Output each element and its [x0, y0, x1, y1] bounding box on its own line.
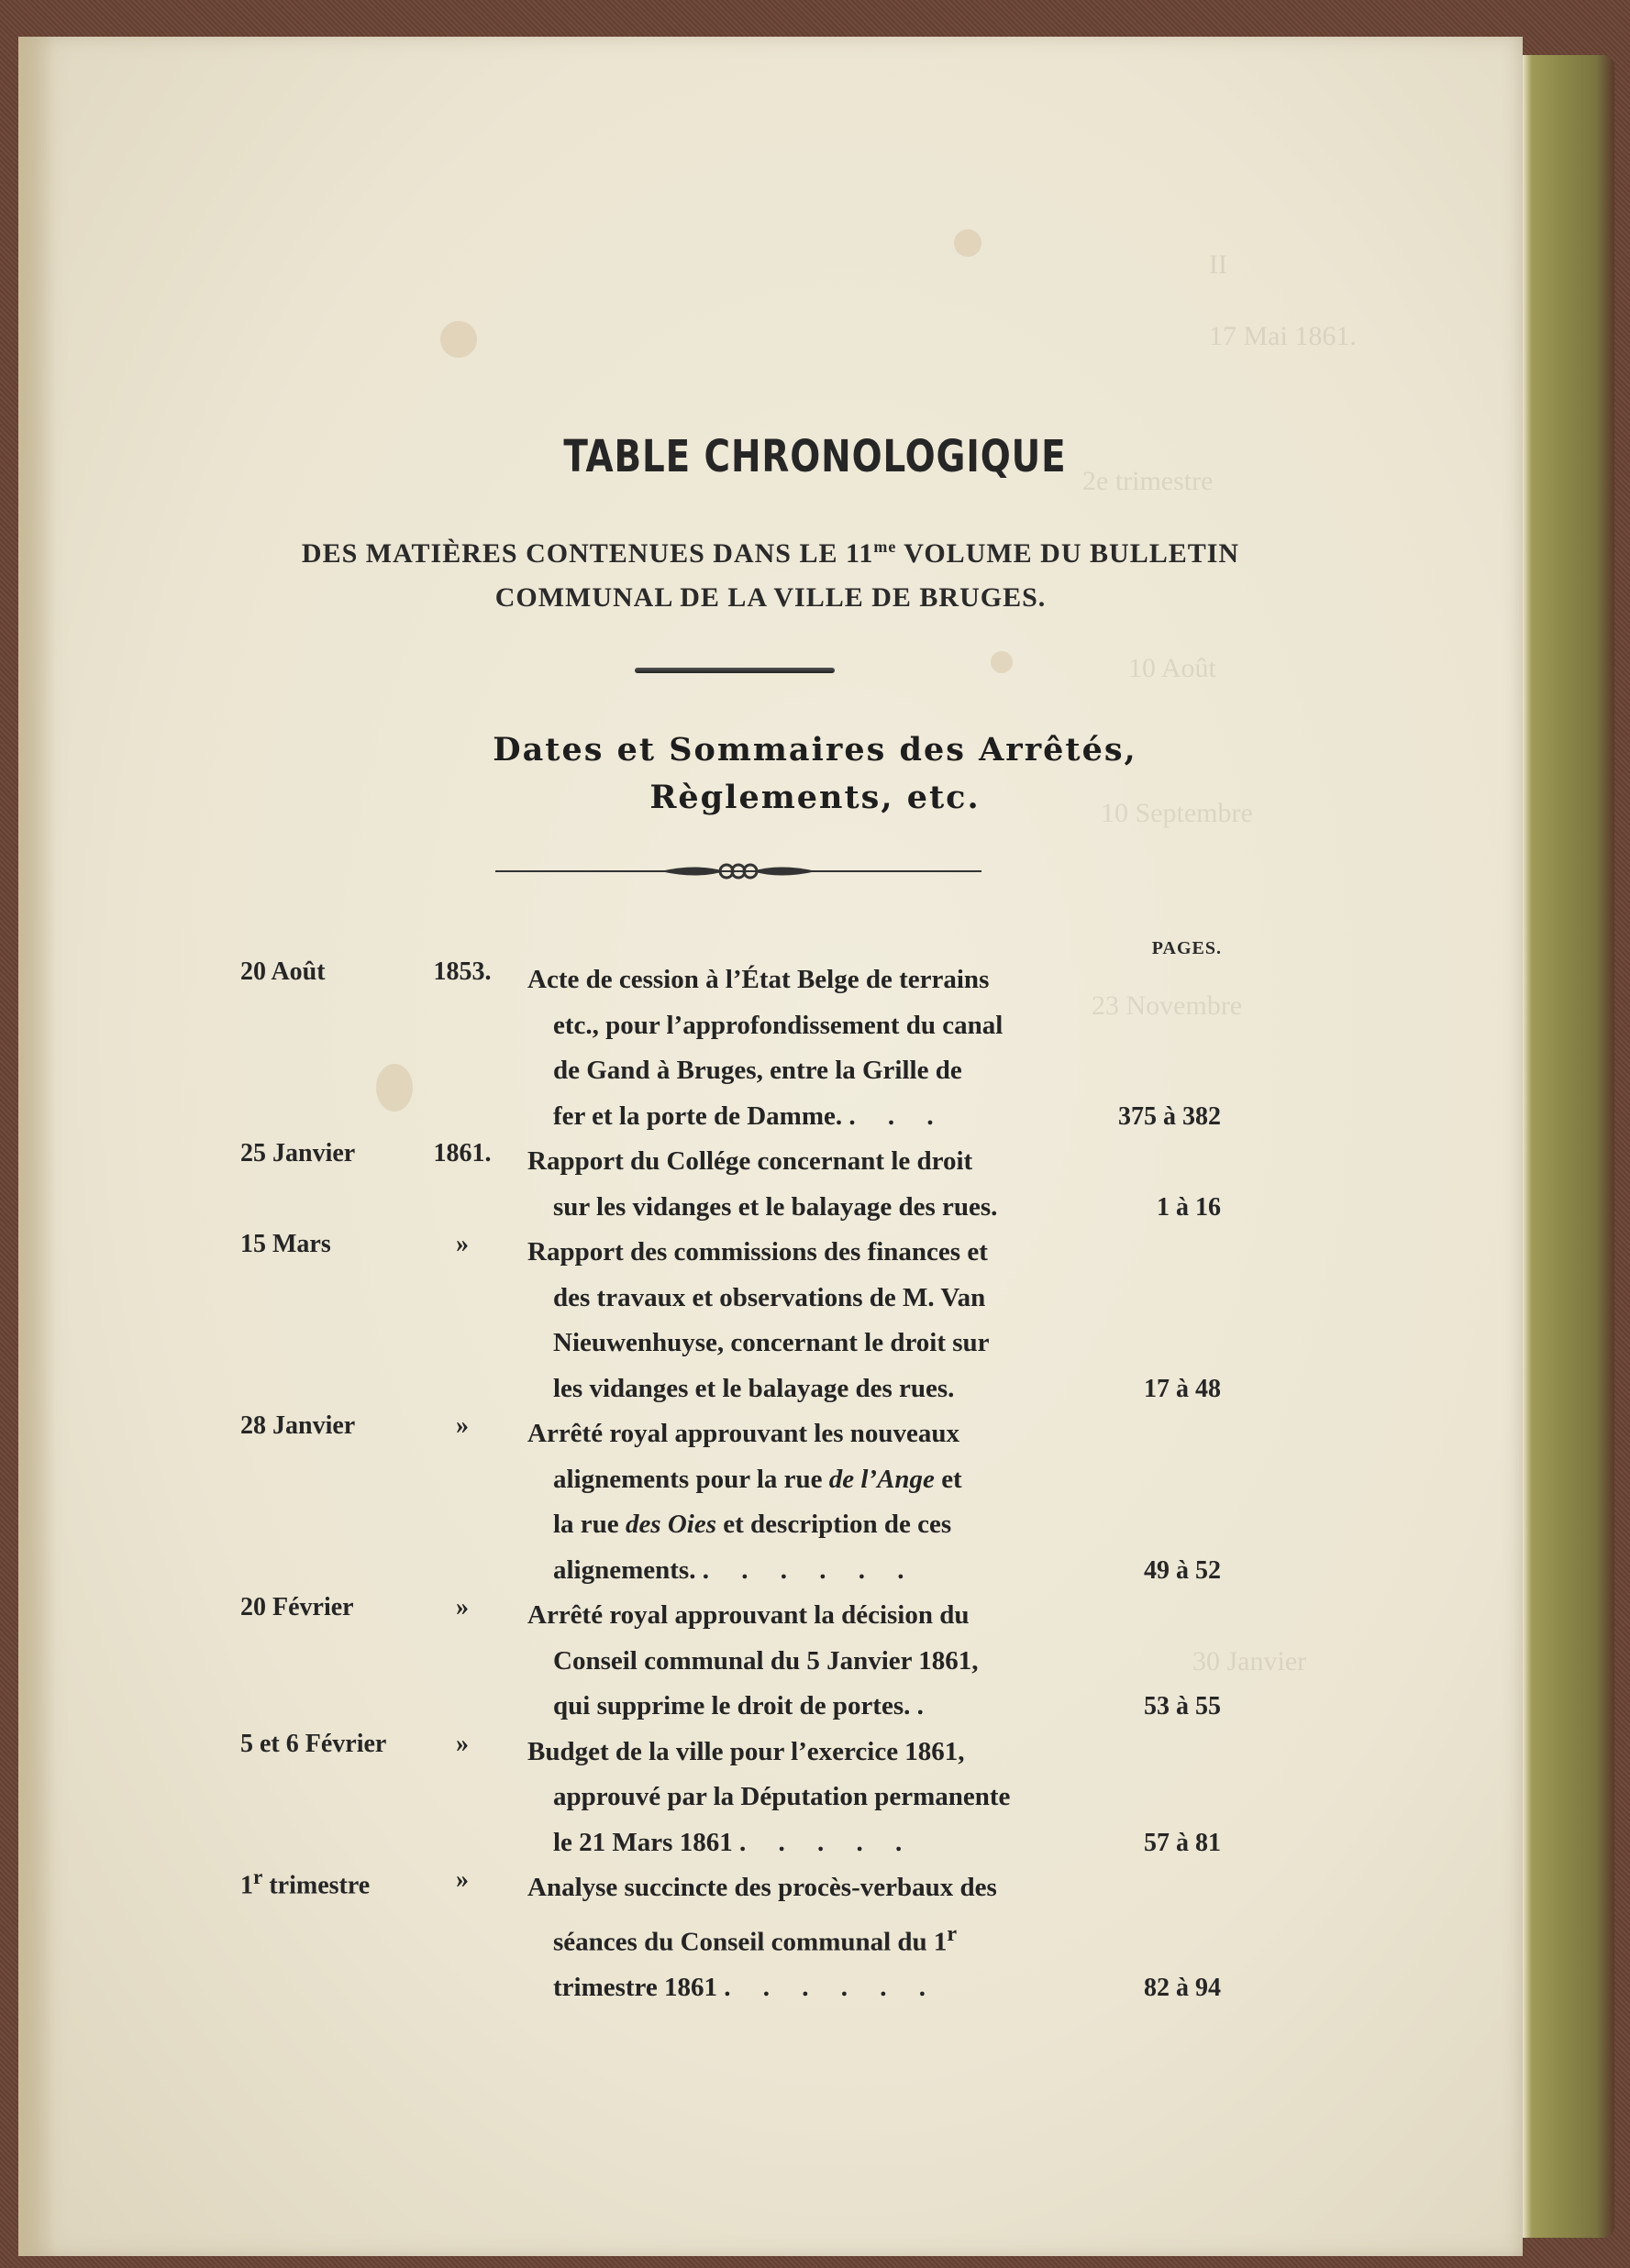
entry-sup: r: [947, 1920, 958, 1946]
date-text: trimestre: [262, 1871, 371, 1900]
paper-stain: [991, 651, 1013, 673]
subtitle-line1-a: DES MATIÈRES CONTENUES DANS LE 11: [301, 538, 874, 569]
ghost-text: 30 Janvier: [1192, 1646, 1307, 1676]
entry-line: Acte de cession à l’État Belge de terrains: [527, 965, 990, 994]
entry-text: alignements pour la rue: [553, 1464, 829, 1494]
entry: [0, 957, 1630, 1139]
entry-description: [527, 1593, 1069, 1730]
page-title: TABLE CHRONOLOGIQUE: [563, 431, 1067, 482]
leader-dots: . . .: [848, 1101, 947, 1131]
divider-rule: [635, 668, 835, 673]
ghost-text: 2e trimestre: [1082, 466, 1214, 496]
entry-line: [527, 1965, 1069, 2011]
entry-line: sur les vidanges et le balayage des rues.: [553, 1191, 998, 1222]
entry-description: [527, 1230, 1069, 1411]
entry-text: la rue: [553, 1510, 626, 1539]
entry-line: Arrêté royal approuvant la décision du: [527, 1600, 970, 1630]
entry-line: Conseil communal du 5 Janvier 1861,: [553, 1645, 979, 1676]
entry-year: »: [456, 1593, 469, 1621]
entry-date: 5 et 6 Février: [240, 1729, 387, 1758]
paper-stain: [954, 229, 981, 257]
subtitle-sup: me: [873, 537, 897, 556]
entry-line: Arrêté royal approuvant les nouveaux: [527, 1419, 959, 1448]
entry-line: [527, 1684, 1069, 1730]
entry-date: 20 Février: [240, 1593, 354, 1621]
entry-line: Rapport du Collége concernant le droit: [527, 1146, 973, 1176]
date-text: 1: [240, 1871, 253, 1900]
entry: [0, 1139, 1630, 1230]
entry-line: [527, 1094, 1069, 1140]
entry-text: séances du Conseil communal du 1: [553, 1927, 948, 1957]
entry-pages: 17 à 48: [1144, 1374, 1221, 1403]
entry-line: [527, 1502, 1069, 1548]
ornament-divider: [495, 857, 981, 885]
leader-dots: . . . . .: [738, 1827, 915, 1857]
entry-description: [527, 1139, 1069, 1230]
entry-line: Budget de la ville pour l’exercice 1861,: [527, 1736, 965, 1766]
entry-pages: 82 à 94: [1144, 1973, 1221, 2002]
entry-year: »: [456, 1230, 469, 1258]
entry-description: [527, 1730, 1069, 1866]
entry-text: trimestre 1861: [553, 1972, 718, 2002]
entry-date: 15 Mars: [240, 1230, 331, 1258]
ghost-text: 23 Novembre: [1092, 990, 1243, 1021]
entry-pages: 1 à 16: [1157, 1192, 1221, 1222]
paper-stain: [440, 321, 477, 358]
entry-date: 28 Janvier: [240, 1411, 356, 1440]
entry-description: [527, 1411, 1069, 1593]
entry-line: [527, 1820, 1069, 1866]
entry-date: 20 Août: [240, 957, 326, 986]
entry-line: [527, 1911, 1069, 1965]
entry-year: »: [456, 1411, 469, 1440]
entry-line: approuvé par la Députation permanente: [553, 1782, 1011, 1811]
ghost-text: II: [1209, 249, 1227, 280]
entry-line: etc., pour l’approfondissement du canal: [553, 1010, 1004, 1040]
ghost-text: 17 Mai 1861.: [1209, 321, 1357, 351]
entry-pages: 49 à 52: [1144, 1555, 1221, 1585]
entry-line: des travaux et observations de M. Van: [553, 1282, 986, 1312]
entry-line: Nieuwenhuyse, concernant le droit sur: [553, 1328, 990, 1357]
street-name: de l’Ange: [828, 1464, 935, 1494]
entry-line-text: fer et la porte de Damme.: [553, 1101, 843, 1131]
ghost-text: 10 Septembre: [1101, 798, 1253, 828]
section-heading: [0, 726, 1630, 822]
leader-dots: . . . . . .: [702, 1554, 917, 1585]
entry: [0, 1230, 1630, 1411]
section-line1: Dates et Sommaires des Arrêtés,: [493, 731, 1137, 769]
street-name: des Oies: [625, 1510, 717, 1539]
entry-line: [527, 1548, 1069, 1594]
entry-pages: 57 à 81: [1144, 1828, 1221, 1857]
entry-date: [240, 1865, 370, 1900]
pages-header: PAGES.: [1151, 938, 1222, 958]
entries-list: [0, 957, 1630, 2010]
section-line2: Règlements, etc.: [649, 779, 981, 816]
leader-dots: .: [916, 1691, 937, 1720]
subtitle-line2: COMMUNAL DE LA VILLE DE BRUGES.: [494, 582, 1047, 613]
entry-text: qui supprime le droit de portes.: [553, 1691, 911, 1720]
entry-year: 1861.: [433, 1139, 492, 1167]
entry-year: 1853.: [433, 957, 492, 986]
entry-description: [527, 1865, 1069, 2010]
entry-line: les vidanges et le balayage des rues.: [553, 1373, 955, 1403]
entry-text: et: [934, 1464, 962, 1494]
entry-line: Analyse succincte des procès-verbaux des: [527, 1873, 997, 1902]
entry-date: 25 Janvier: [240, 1139, 356, 1167]
entry-description: [527, 957, 1069, 1139]
entry: [0, 1730, 1630, 1866]
entry: [0, 1593, 1630, 1730]
entry-pages: 375 à 382: [1118, 1101, 1221, 1131]
entry-line: de Gand à Bruges, entre la Grille de: [553, 1056, 962, 1085]
entry-text: alignements.: [553, 1554, 696, 1585]
subtitle-line1-b: VOLUME DU BULLETIN: [896, 538, 1240, 569]
date-sup: r: [253, 1865, 263, 1889]
entry-text: le 21 Mars 1861: [553, 1827, 733, 1857]
entry-pages: 53 à 55: [1144, 1692, 1221, 1720]
entry: [0, 1865, 1630, 2010]
subtitle: [238, 525, 1303, 620]
entry-line: [527, 1457, 1069, 1503]
leader-dots: . . . . . .: [724, 1972, 939, 2002]
entry-year: »: [456, 1729, 469, 1758]
ghost-text: 10 Août: [1128, 653, 1216, 683]
entry: [0, 1411, 1630, 1593]
entry-text: et description de ces: [716, 1510, 952, 1539]
entry-year: »: [456, 1865, 469, 1894]
entry-line: Rapport des commissions des finances et: [527, 1237, 988, 1267]
